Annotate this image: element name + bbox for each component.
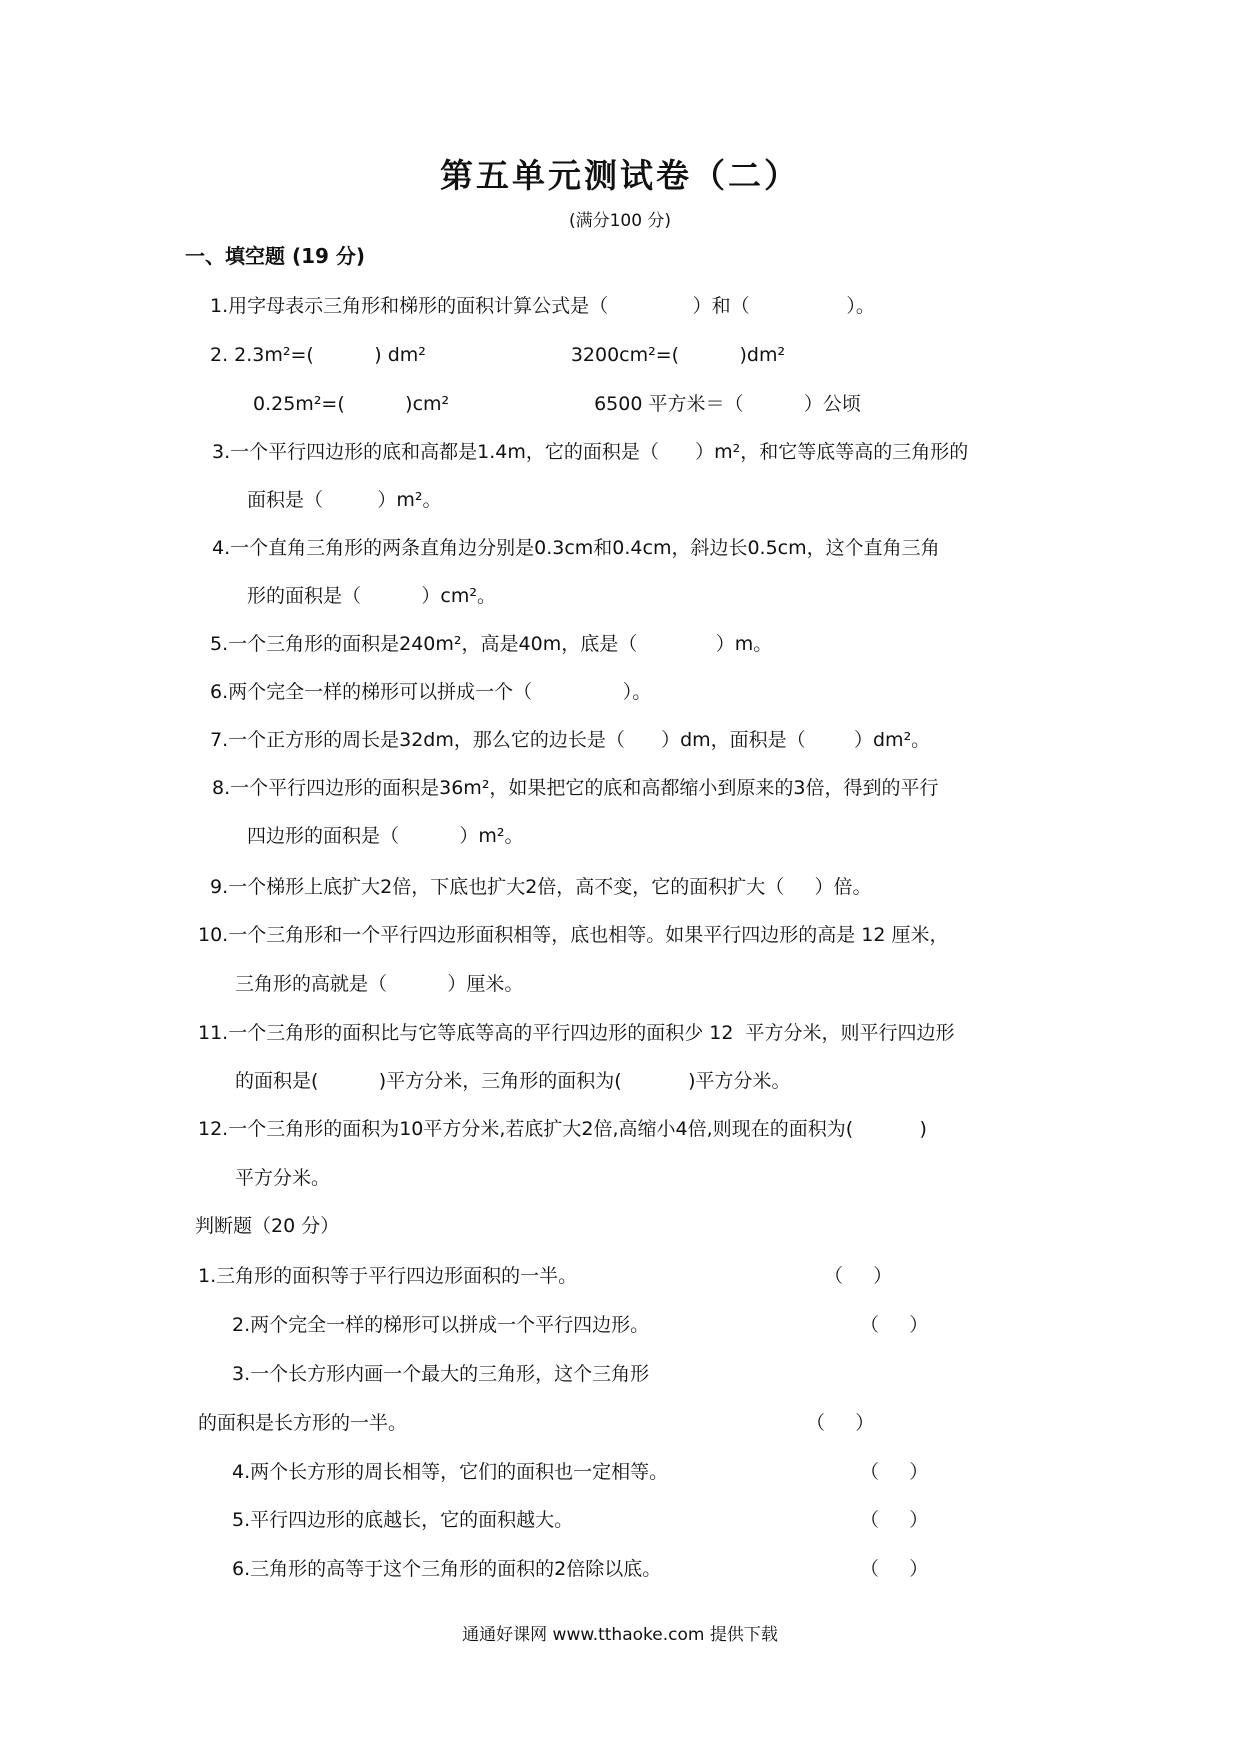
judgement-line: 4.两个长方形的周长相等，它们的面积也一定相等。	[232, 1461, 669, 1483]
question-line: 2. 2.3m²=( ) dm² 3200cm²=( )dm²	[210, 344, 786, 366]
question-line: 4.一个直角三角形的两条直角边分别是0.3cm和0.4cm，斜边长0.5cm，这个直角三角	[212, 537, 940, 559]
question-line: 形的面积是（ ）cm²。	[247, 585, 496, 607]
question-line: 0.25m²=( )cm² 6500 平方米＝（ ）公顷	[253, 393, 861, 415]
section-heading-true-false: 判断题（20 分）	[195, 1215, 340, 1237]
answer-bracket: （ ）	[860, 1314, 929, 1336]
page-subtitle: (满分100 分)	[568, 211, 672, 231]
question-line: 平方分米。	[235, 1167, 331, 1189]
judgement-line: 3.一个长方形内画一个最大的三角形，这个三角形	[232, 1363, 650, 1385]
question-line: 10.一个三角形和一个平行四边形面积相等，底也相等。如果平行四边形的高是 12 厘米，	[198, 924, 949, 946]
page-title: 第五单元测试卷（二）	[440, 156, 800, 195]
question-line: 9.一个梯形上底扩大2倍，下底也扩大2倍，高不变，它的面积扩大（ ）倍。	[210, 876, 872, 898]
footer-text: 通通好课网 www.tthaoke.com 提供下载	[462, 1625, 778, 1645]
judgement-line: 2.两个完全一样的梯形可以拼成一个平行四边形。	[232, 1314, 650, 1336]
question-line: 5.一个三角形的面积是240m²，高是40m，底是（ ）m。	[210, 633, 773, 655]
section-heading-fill-in: 一、填空题 (19 分)	[185, 244, 366, 268]
answer-bracket: （ ）	[860, 1461, 929, 1483]
question-line: 的面积是( )平方分米，三角形的面积为( )平方分米。	[235, 1070, 791, 1092]
question-line: 四边形的面积是（ ）m²。	[247, 825, 524, 847]
question-line: 面积是（ ）m²。	[247, 489, 442, 511]
answer-bracket: （ ）	[860, 1558, 929, 1580]
judgement-line: 1.三角形的面积等于平行四边形面积的一半。	[198, 1265, 578, 1287]
judgement-line: 5.平行四边形的底越长，它的面积越大。	[232, 1509, 574, 1531]
judgement-line: 6.三角形的高等于这个三角形的面积的2倍除以底。	[232, 1558, 662, 1580]
judgement-line: 的面积是长方形的一半。	[198, 1412, 408, 1434]
answer-bracket: （ ）	[806, 1412, 875, 1434]
question-line: 7.一个正方形的周长是32dm，那么它的边长是（ ）dm，面积是（ ）dm²。	[210, 729, 931, 751]
question-line: 12.一个三角形的面积为10平方分米,若底扩大2倍,高缩小4倍,则现在的面积为( )	[198, 1118, 927, 1140]
question-line: 6.两个完全一样的梯形可以拼成一个（ ）。	[210, 681, 652, 703]
question-line: 1.用字母表示三角形和梯形的面积计算公式是（ ）和（ ）。	[210, 295, 875, 317]
question-line: 三角形的高就是（ ）厘米。	[235, 973, 524, 995]
question-line: 3.一个平行四边形的底和高都是1.4m，它的面积是（ ）m²，和它等底等高的三角形的	[212, 441, 969, 463]
question-line: 8.一个平行四边形的面积是36m²，如果把它的底和高都缩小到原来的3倍，得到的平行	[212, 777, 939, 799]
question-line: 11.一个三角形的面积比与它等底等高的平行四边形的面积少 12 平方分米，则平行四边形	[198, 1022, 955, 1044]
answer-bracket: （ ）	[824, 1265, 893, 1287]
answer-bracket: （ ）	[860, 1509, 929, 1531]
